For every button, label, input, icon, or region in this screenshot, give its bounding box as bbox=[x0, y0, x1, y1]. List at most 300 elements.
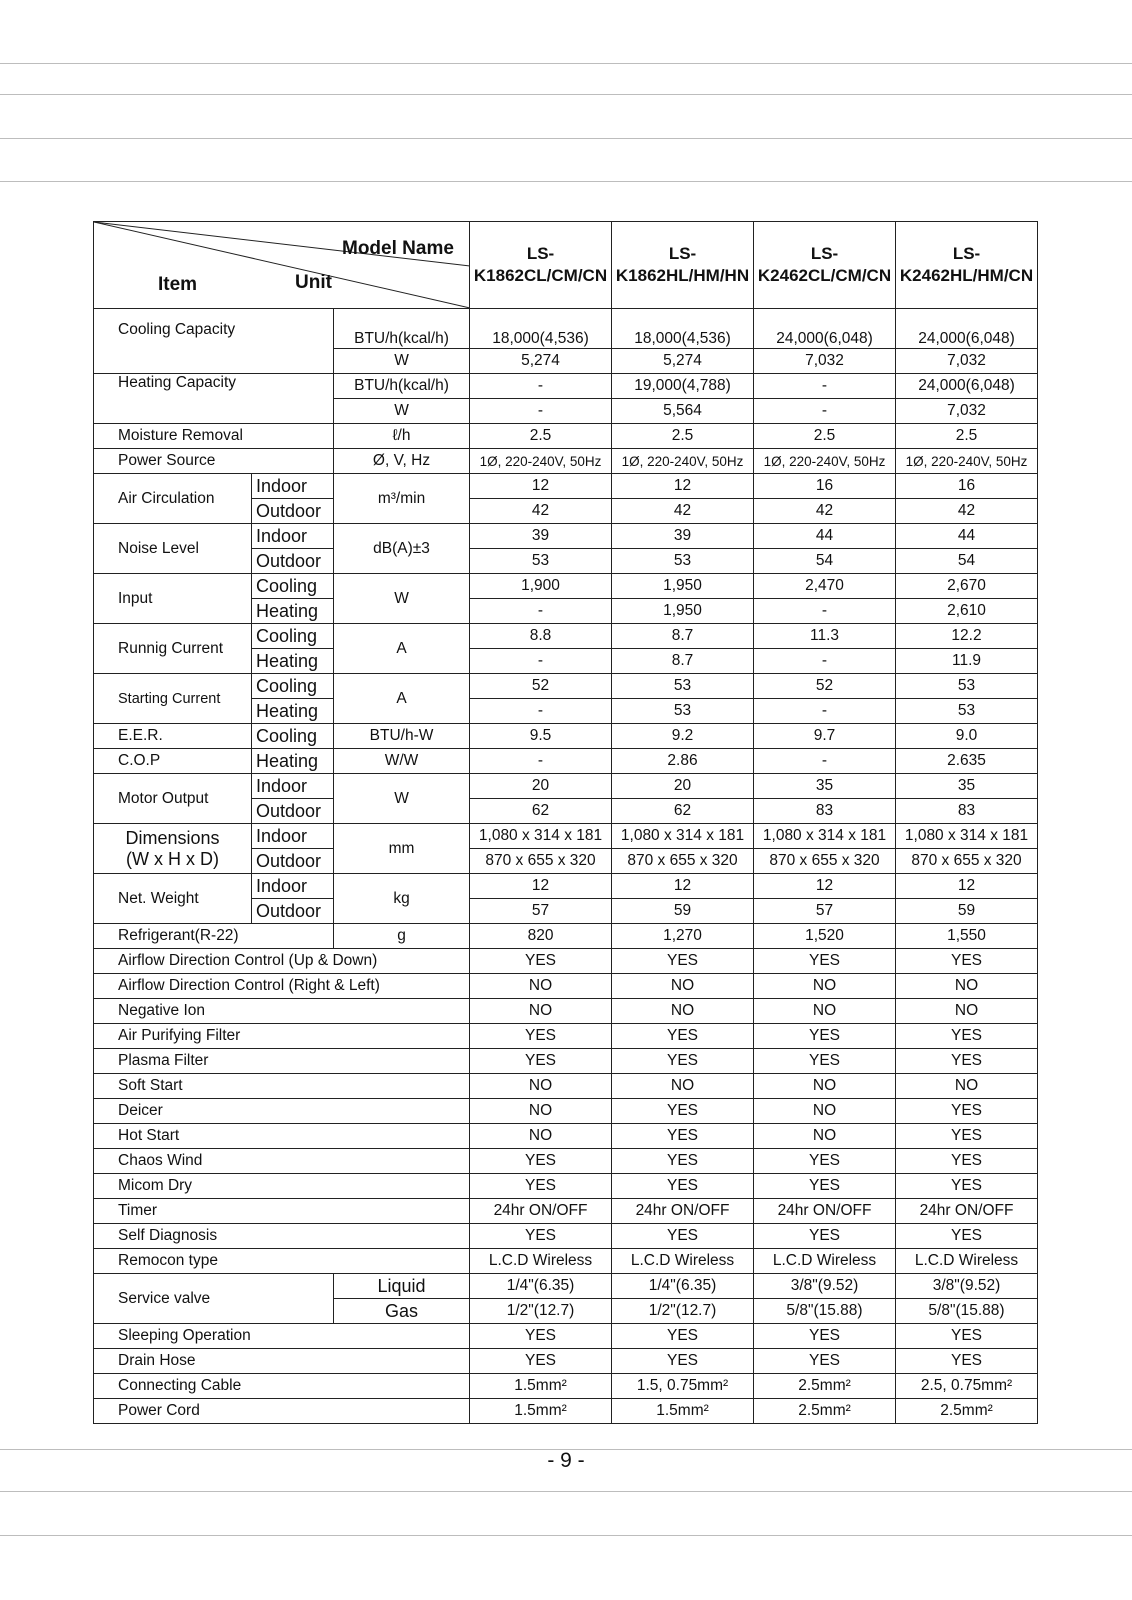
value-cell: NO bbox=[896, 1074, 1038, 1099]
value-cell: NO bbox=[470, 1099, 612, 1124]
header-row bbox=[94, 222, 1038, 309]
value-cell: 16 bbox=[754, 474, 896, 499]
sub-label: Outdoor bbox=[252, 499, 334, 524]
ruled-line bbox=[0, 63, 1132, 64]
sub-label: Outdoor bbox=[252, 799, 334, 824]
value-cell: 12 bbox=[612, 874, 754, 899]
value-cell: 24hr ON/OFF bbox=[612, 1199, 754, 1224]
value-cell: 870 x 655 x 320 bbox=[470, 849, 612, 874]
ruled-line bbox=[0, 1535, 1132, 1536]
value-cell: NO bbox=[470, 1074, 612, 1099]
row-label: Refrigerant(R-22) bbox=[94, 924, 334, 949]
value-cell: 3/8"(9.52) bbox=[754, 1274, 896, 1299]
sub-label: Indoor bbox=[252, 824, 334, 849]
row-label: Airflow Direction Control (Right & Left) bbox=[94, 974, 470, 999]
sub-label: Outdoor bbox=[252, 849, 334, 874]
value-cell: 2.5 bbox=[754, 424, 896, 449]
unit-cell: dB(A)±3 bbox=[334, 524, 470, 574]
value-cell: 8.7 bbox=[612, 649, 754, 674]
row-label: Service valve bbox=[94, 1274, 334, 1324]
unit-cell: g bbox=[334, 924, 470, 949]
row-label: Power Cord bbox=[94, 1399, 470, 1424]
value-cell: 59 bbox=[896, 899, 1038, 924]
value-cell: 12 bbox=[896, 874, 1038, 899]
table-row bbox=[94, 449, 1038, 474]
unit-cell: Ø, V, Hz bbox=[334, 449, 470, 474]
sub-label: Heating bbox=[252, 599, 334, 624]
row-label: Power Source bbox=[94, 449, 334, 474]
unit-cell: W/W bbox=[334, 749, 470, 774]
sub-label: Heating bbox=[252, 649, 334, 674]
ruled-line bbox=[0, 1491, 1132, 1492]
value-cell: YES bbox=[612, 1099, 754, 1124]
value-cell: 42 bbox=[470, 499, 612, 524]
value-cell: L.C.D Wireless bbox=[754, 1249, 896, 1274]
value-cell: 57 bbox=[470, 899, 612, 924]
table-row bbox=[94, 874, 1038, 899]
value-cell: - bbox=[470, 649, 612, 674]
sub-label: Indoor bbox=[252, 874, 334, 899]
value-cell: YES bbox=[612, 1174, 754, 1199]
value-cell: YES bbox=[612, 1349, 754, 1374]
table-row bbox=[94, 1349, 1038, 1374]
row-label: Motor Output bbox=[94, 774, 252, 824]
table-row bbox=[94, 624, 1038, 649]
value-cell: 2.5 bbox=[612, 424, 754, 449]
row-label: Sleeping Operation bbox=[94, 1324, 470, 1349]
table-row bbox=[94, 374, 1038, 399]
value-cell: 1,950 bbox=[612, 574, 754, 599]
value-cell: NO bbox=[612, 974, 754, 999]
model-code: K2462CL/CM/CN bbox=[757, 266, 892, 285]
value-cell: 1Ø, 220-240V, 50Hz bbox=[754, 449, 896, 474]
row-label: Air Circulation bbox=[94, 474, 252, 524]
value-cell: YES bbox=[612, 1224, 754, 1249]
value-cell: - bbox=[754, 599, 896, 624]
value-cell: 12 bbox=[470, 874, 612, 899]
value-cell: 9.0 bbox=[896, 724, 1038, 749]
row-label: Starting Current bbox=[94, 674, 252, 724]
table-row bbox=[94, 724, 1038, 749]
value-cell: 39 bbox=[612, 524, 754, 549]
value-cell: 870 x 655 x 320 bbox=[612, 849, 754, 874]
dimensions-label-line1: Dimensions bbox=[125, 827, 220, 848]
unit-cell: A bbox=[334, 624, 470, 674]
value-cell: 1Ø, 220-240V, 50Hz bbox=[470, 449, 612, 474]
value-cell: NO bbox=[470, 1124, 612, 1149]
value-cell: 53 bbox=[896, 674, 1038, 699]
value-cell: - bbox=[470, 749, 612, 774]
value-cell: YES bbox=[754, 1224, 896, 1249]
model-code: K1862CL/CM/CN bbox=[473, 266, 608, 285]
table-row bbox=[94, 674, 1038, 699]
value-cell: 53 bbox=[612, 699, 754, 724]
value-cell: 35 bbox=[754, 774, 896, 799]
value-cell: 2.5, 0.75mm² bbox=[896, 1374, 1038, 1399]
model-prefix: LS- bbox=[952, 244, 981, 263]
value-cell: YES bbox=[470, 1174, 612, 1199]
sub-label: Outdoor bbox=[252, 899, 334, 924]
value-cell: NO bbox=[612, 999, 754, 1024]
value-cell: 2,670 bbox=[896, 574, 1038, 599]
value-cell: 62 bbox=[612, 799, 754, 824]
value-cell: 19,000(4,788) bbox=[612, 374, 754, 399]
value-cell: 24,000(6,048) bbox=[896, 309, 1038, 349]
value-cell: 20 bbox=[612, 774, 754, 799]
item-header-label: Item bbox=[158, 274, 198, 295]
value-cell: - bbox=[754, 399, 896, 424]
value-cell: YES bbox=[754, 949, 896, 974]
table-row bbox=[94, 1049, 1038, 1074]
row-label: Drain Hose bbox=[94, 1349, 470, 1374]
table-row bbox=[94, 774, 1038, 799]
sub-label: Indoor bbox=[252, 774, 334, 799]
value-cell: 54 bbox=[896, 549, 1038, 574]
table-row bbox=[94, 1274, 1038, 1299]
value-cell: 20 bbox=[470, 774, 612, 799]
value-cell: 2,610 bbox=[896, 599, 1038, 624]
sub-label: Cooling bbox=[252, 624, 334, 649]
row-label: C.O.P bbox=[94, 749, 252, 774]
table-row bbox=[94, 1399, 1038, 1424]
value-cell: 18,000(4,536) bbox=[612, 309, 754, 349]
unit-cell: BTU/h-W bbox=[334, 724, 470, 749]
value-cell: L.C.D Wireless bbox=[896, 1249, 1038, 1274]
value-cell: 2.5 bbox=[470, 424, 612, 449]
value-cell: YES bbox=[470, 1149, 612, 1174]
diagonal-lines bbox=[94, 222, 470, 308]
table-row bbox=[94, 824, 1038, 849]
value-cell: L.C.D Wireless bbox=[612, 1249, 754, 1274]
row-label: Runnig Current bbox=[94, 624, 252, 674]
value-cell: 53 bbox=[612, 549, 754, 574]
value-cell: 42 bbox=[896, 499, 1038, 524]
row-label: Soft Start bbox=[94, 1074, 470, 1099]
table-row bbox=[94, 749, 1038, 774]
value-cell: 1,080 x 314 x 181 bbox=[754, 824, 896, 849]
value-cell: 1,270 bbox=[612, 924, 754, 949]
model-name-label: Model Name bbox=[342, 238, 454, 259]
value-cell: 5,274 bbox=[470, 349, 612, 374]
row-label: Connecting Cable bbox=[94, 1374, 470, 1399]
value-cell: 870 x 655 x 320 bbox=[754, 849, 896, 874]
value-cell: 44 bbox=[896, 524, 1038, 549]
table-row bbox=[94, 424, 1038, 449]
value-cell: 1,550 bbox=[896, 924, 1038, 949]
table-row bbox=[94, 1224, 1038, 1249]
table-row bbox=[94, 924, 1038, 949]
value-cell: 5/8"(15.88) bbox=[896, 1299, 1038, 1324]
table-row bbox=[94, 974, 1038, 999]
sub-label: Liquid bbox=[334, 1274, 470, 1299]
row-label: Air Purifying Filter bbox=[94, 1024, 470, 1049]
table-row bbox=[94, 1124, 1038, 1149]
value-cell: 1.5mm² bbox=[470, 1374, 612, 1399]
value-cell: 53 bbox=[896, 699, 1038, 724]
row-label: Hot Start bbox=[94, 1124, 470, 1149]
value-cell: - bbox=[470, 599, 612, 624]
row-label: Deicer bbox=[94, 1099, 470, 1124]
ruled-line bbox=[0, 138, 1132, 139]
table-row bbox=[94, 1324, 1038, 1349]
sub-label: Cooling bbox=[252, 674, 334, 699]
value-cell: YES bbox=[470, 1224, 612, 1249]
table-row bbox=[94, 1374, 1038, 1399]
value-cell: NO bbox=[470, 999, 612, 1024]
value-cell: 12.2 bbox=[896, 624, 1038, 649]
value-cell: NO bbox=[754, 1074, 896, 1099]
value-cell: L.C.D Wireless bbox=[470, 1249, 612, 1274]
model-header-4 bbox=[896, 222, 1038, 309]
sub-label: Heating bbox=[252, 699, 334, 724]
value-cell: 8.8 bbox=[470, 624, 612, 649]
value-cell: 1/4"(6.35) bbox=[612, 1274, 754, 1299]
model-header-3 bbox=[754, 222, 896, 309]
value-cell: 1,900 bbox=[470, 574, 612, 599]
unit-cell: mm bbox=[334, 824, 470, 874]
value-cell: 52 bbox=[754, 674, 896, 699]
model-code: K2462HL/HM/CN bbox=[899, 266, 1034, 285]
unit-header-label: Unit bbox=[295, 272, 332, 293]
value-cell: YES bbox=[754, 1049, 896, 1074]
model-prefix: LS- bbox=[810, 244, 839, 263]
table-row bbox=[94, 1174, 1038, 1199]
value-cell: - bbox=[754, 749, 896, 774]
value-cell: 12 bbox=[612, 474, 754, 499]
value-cell: 1/4"(6.35) bbox=[470, 1274, 612, 1299]
value-cell: YES bbox=[754, 1349, 896, 1374]
value-cell: NO bbox=[754, 1124, 896, 1149]
model-prefix: LS- bbox=[668, 244, 697, 263]
sub-label: Gas bbox=[334, 1299, 470, 1324]
value-cell: 9.2 bbox=[612, 724, 754, 749]
value-cell: YES bbox=[896, 1149, 1038, 1174]
value-cell: - bbox=[470, 374, 612, 399]
value-cell: 59 bbox=[612, 899, 754, 924]
table-row bbox=[94, 1074, 1038, 1099]
value-cell: 11.9 bbox=[896, 649, 1038, 674]
header-corner-cell bbox=[94, 222, 470, 309]
table-row bbox=[94, 1249, 1038, 1274]
value-cell: 8.7 bbox=[612, 624, 754, 649]
value-cell: 2.5mm² bbox=[896, 1399, 1038, 1424]
value-cell: YES bbox=[896, 1224, 1038, 1249]
value-cell: 24hr ON/OFF bbox=[470, 1199, 612, 1224]
value-cell: 54 bbox=[754, 549, 896, 574]
model-header-2 bbox=[612, 222, 754, 309]
value-cell: YES bbox=[612, 1049, 754, 1074]
value-cell: - bbox=[754, 649, 896, 674]
value-cell: 820 bbox=[470, 924, 612, 949]
value-cell: 9.5 bbox=[470, 724, 612, 749]
value-cell: 53 bbox=[470, 549, 612, 574]
dimensions-label-line2: (W x H x D) bbox=[126, 848, 219, 869]
unit-cell: m³/min bbox=[334, 474, 470, 524]
value-cell: YES bbox=[470, 949, 612, 974]
value-cell: 1Ø, 220-240V, 50Hz bbox=[612, 449, 754, 474]
value-cell: NO bbox=[754, 999, 896, 1024]
spec-table bbox=[93, 221, 1038, 1424]
value-cell: 2.5 bbox=[896, 424, 1038, 449]
table-row bbox=[94, 999, 1038, 1024]
value-cell: 2.5mm² bbox=[754, 1399, 896, 1424]
value-cell: 7,032 bbox=[754, 349, 896, 374]
sub-label: Outdoor bbox=[252, 549, 334, 574]
value-cell: YES bbox=[896, 1049, 1038, 1074]
table-row bbox=[94, 1024, 1038, 1049]
value-cell: 1.5mm² bbox=[470, 1399, 612, 1424]
page-number: - 9 - bbox=[547, 1449, 585, 1472]
value-cell: YES bbox=[470, 1324, 612, 1349]
value-cell: YES bbox=[612, 1024, 754, 1049]
value-cell: 16 bbox=[896, 474, 1038, 499]
value-cell: NO bbox=[896, 999, 1038, 1024]
value-cell: 11.3 bbox=[754, 624, 896, 649]
value-cell: 12 bbox=[754, 874, 896, 899]
value-cell: 24hr ON/OFF bbox=[754, 1199, 896, 1224]
value-cell: 12 bbox=[470, 474, 612, 499]
unit-cell: W bbox=[334, 349, 470, 374]
unit-cell: W bbox=[334, 399, 470, 424]
value-cell: YES bbox=[896, 1024, 1038, 1049]
row-label: Cooling Capacity bbox=[94, 309, 334, 374]
value-cell: YES bbox=[896, 1349, 1038, 1374]
value-cell: 7,032 bbox=[896, 399, 1038, 424]
value-cell: 2,470 bbox=[754, 574, 896, 599]
value-cell: 35 bbox=[896, 774, 1038, 799]
value-cell: - bbox=[754, 374, 896, 399]
value-cell: 44 bbox=[754, 524, 896, 549]
value-cell: YES bbox=[612, 1324, 754, 1349]
table-row bbox=[94, 1149, 1038, 1174]
row-label: Airflow Direction Control (Up & Down) bbox=[94, 949, 470, 974]
value-cell: 2.86 bbox=[612, 749, 754, 774]
row-label: Self Diagnosis bbox=[94, 1224, 470, 1249]
sub-label: Indoor bbox=[252, 524, 334, 549]
value-cell: NO bbox=[470, 974, 612, 999]
value-cell: 1,950 bbox=[612, 599, 754, 624]
value-cell: 1,520 bbox=[754, 924, 896, 949]
model-prefix: LS- bbox=[526, 244, 555, 263]
row-label: E.E.R. bbox=[94, 724, 252, 749]
row-label: Noise Level bbox=[94, 524, 252, 574]
value-cell: YES bbox=[896, 949, 1038, 974]
value-cell: 1.5mm² bbox=[612, 1399, 754, 1424]
value-cell: 18,000(4,536) bbox=[470, 309, 612, 349]
table-row bbox=[94, 524, 1038, 549]
row-label: Input bbox=[94, 574, 252, 624]
value-cell: 24,000(6,048) bbox=[754, 309, 896, 349]
value-cell: 1.5, 0.75mm² bbox=[612, 1374, 754, 1399]
row-label: Chaos Wind bbox=[94, 1149, 470, 1174]
ruled-line bbox=[0, 94, 1132, 95]
ruled-line bbox=[0, 181, 1132, 182]
row-label: Negative Ion bbox=[94, 999, 470, 1024]
value-cell: 1,080 x 314 x 181 bbox=[470, 824, 612, 849]
value-cell: YES bbox=[470, 1049, 612, 1074]
value-cell: - bbox=[470, 699, 612, 724]
sub-label: Indoor bbox=[252, 474, 334, 499]
model-header-1 bbox=[470, 222, 612, 309]
value-cell: 5/8"(15.88) bbox=[754, 1299, 896, 1324]
value-cell: YES bbox=[896, 1324, 1038, 1349]
value-cell: 7,032 bbox=[896, 349, 1038, 374]
value-cell: YES bbox=[896, 1099, 1038, 1124]
row-label: Micom Dry bbox=[94, 1174, 470, 1199]
row-label: Remocon type bbox=[94, 1249, 470, 1274]
value-cell: YES bbox=[754, 1149, 896, 1174]
value-cell: 2.635 bbox=[896, 749, 1038, 774]
value-cell: 83 bbox=[896, 799, 1038, 824]
unit-cell: ℓ/h bbox=[334, 424, 470, 449]
value-cell: YES bbox=[754, 1174, 896, 1199]
value-cell: NO bbox=[754, 974, 896, 999]
unit-cell: kg bbox=[334, 874, 470, 924]
row-label: Plasma Filter bbox=[94, 1049, 470, 1074]
model-code: K1862HL/HM/HN bbox=[615, 266, 750, 285]
value-cell: - bbox=[754, 699, 896, 724]
value-cell: 5,274 bbox=[612, 349, 754, 374]
value-cell: YES bbox=[754, 1324, 896, 1349]
row-label: Moisture Removal bbox=[94, 424, 334, 449]
table-row bbox=[94, 1199, 1038, 1224]
value-cell: YES bbox=[896, 1174, 1038, 1199]
value-cell: 1Ø, 220-240V, 50Hz bbox=[896, 449, 1038, 474]
unit-cell: A bbox=[334, 674, 470, 724]
row-label: Heating Capacity bbox=[94, 374, 334, 424]
value-cell: YES bbox=[470, 1349, 612, 1374]
value-cell: 1/2"(12.7) bbox=[612, 1299, 754, 1324]
value-cell: YES bbox=[896, 1124, 1038, 1149]
table-row bbox=[94, 574, 1038, 599]
unit-cell: BTU/h(kcal/h) bbox=[334, 309, 470, 349]
value-cell: 53 bbox=[612, 674, 754, 699]
row-label: Timer bbox=[94, 1199, 470, 1224]
sub-label: Heating bbox=[252, 749, 334, 774]
table-row bbox=[94, 474, 1038, 499]
value-cell: YES bbox=[754, 1024, 896, 1049]
value-cell: YES bbox=[612, 949, 754, 974]
value-cell: 5,564 bbox=[612, 399, 754, 424]
sub-label: Cooling bbox=[252, 724, 334, 749]
value-cell: 24hr ON/OFF bbox=[896, 1199, 1038, 1224]
value-cell: 52 bbox=[470, 674, 612, 699]
value-cell: - bbox=[470, 399, 612, 424]
value-cell: 9.7 bbox=[754, 724, 896, 749]
value-cell: YES bbox=[612, 1124, 754, 1149]
value-cell: 1/2"(12.7) bbox=[470, 1299, 612, 1324]
table-row bbox=[94, 309, 1038, 349]
value-cell: 39 bbox=[470, 524, 612, 549]
value-cell: 870 x 655 x 320 bbox=[896, 849, 1038, 874]
value-cell: 42 bbox=[754, 499, 896, 524]
value-cell: YES bbox=[612, 1149, 754, 1174]
table-row bbox=[94, 1099, 1038, 1124]
unit-cell: W bbox=[334, 774, 470, 824]
value-cell: 42 bbox=[612, 499, 754, 524]
sub-label: Cooling bbox=[252, 574, 334, 599]
value-cell: 1,080 x 314 x 181 bbox=[612, 824, 754, 849]
value-cell: 24,000(6,048) bbox=[896, 374, 1038, 399]
value-cell: NO bbox=[754, 1099, 896, 1124]
value-cell: 83 bbox=[754, 799, 896, 824]
value-cell: NO bbox=[612, 1074, 754, 1099]
table-row bbox=[94, 949, 1038, 974]
value-cell: 57 bbox=[754, 899, 896, 924]
value-cell: NO bbox=[896, 974, 1038, 999]
row-label: Net. Weight bbox=[94, 874, 252, 924]
value-cell: 1,080 x 314 x 181 bbox=[896, 824, 1038, 849]
